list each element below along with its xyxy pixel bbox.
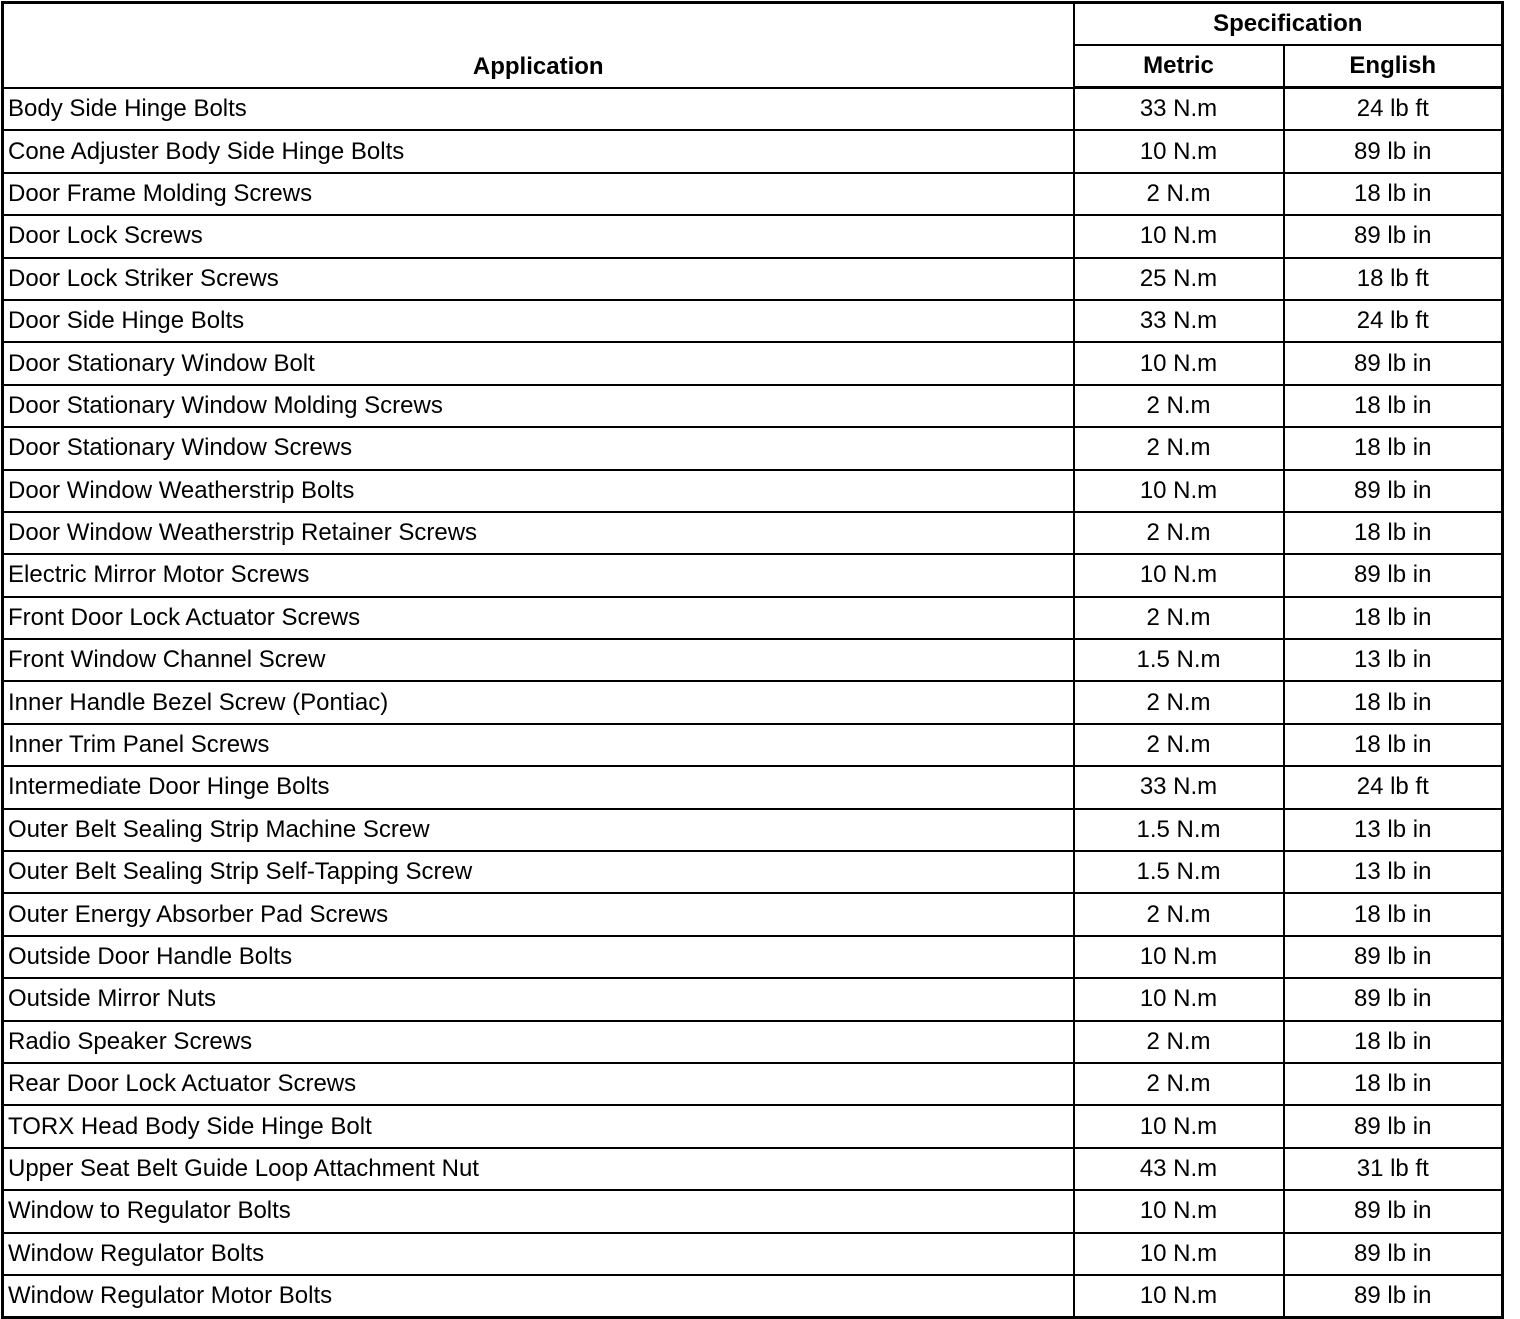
metric-value-cell: 10 N.m [1074, 936, 1284, 978]
metric-value-cell: 2 N.m [1074, 1063, 1284, 1105]
application-cell: Door Window Weatherstrip Bolts [3, 470, 1074, 512]
english-value-cell: 18 lb in [1284, 724, 1503, 766]
table-row [3, 1275, 1503, 1318]
metric-value-cell: 2 N.m [1074, 893, 1284, 935]
application-cell: Rear Door Lock Actuator Screws [3, 1063, 1074, 1105]
metric-value-cell: 10 N.m [1074, 342, 1284, 384]
metric-value-cell: 10 N.m [1074, 1233, 1284, 1275]
english-value-cell: 18 lb in [1284, 427, 1503, 469]
metric-value-cell: 10 N.m [1074, 470, 1284, 512]
table-row [3, 893, 1503, 935]
metric-value-cell: 10 N.m [1074, 130, 1284, 172]
english-value-cell: 18 lb in [1284, 681, 1503, 723]
application-cell: Intermediate Door Hinge Bolts [3, 766, 1074, 808]
table-row [3, 554, 1503, 596]
table-row [3, 936, 1503, 978]
application-cell: Door Side Hinge Bolts [3, 300, 1074, 342]
application-cell: Door Stationary Window Bolt [3, 342, 1074, 384]
application-cell: Window Regulator Bolts [3, 1233, 1074, 1275]
metric-value-cell: 33 N.m [1074, 300, 1284, 342]
table-row [3, 512, 1503, 554]
table-row [3, 809, 1503, 851]
english-value-cell: 18 lb in [1284, 512, 1503, 554]
english-value-cell: 89 lb in [1284, 470, 1503, 512]
english-value-cell: 89 lb in [1284, 1190, 1503, 1232]
english-value-cell: 89 lb in [1284, 1233, 1503, 1275]
table-row [3, 385, 1503, 427]
english-value-cell: 18 lb ft [1284, 258, 1503, 300]
application-cell: Door Window Weatherstrip Retainer Screws [3, 512, 1074, 554]
table-row [3, 427, 1503, 469]
application-cell: Electric Mirror Motor Screws [3, 554, 1074, 596]
english-value-cell: 89 lb in [1284, 130, 1503, 172]
metric-value-cell: 43 N.m [1074, 1148, 1284, 1190]
english-value-cell: 13 lb in [1284, 851, 1503, 893]
table-row [3, 639, 1503, 681]
application-cell: Radio Speaker Screws [3, 1021, 1074, 1063]
metric-value-cell: 2 N.m [1074, 512, 1284, 554]
metric-value-cell: 10 N.m [1074, 215, 1284, 257]
english-value-cell: 18 lb in [1284, 1021, 1503, 1063]
application-cell: Outer Belt Sealing Strip Self-Tapping Screw [3, 851, 1074, 893]
table-row [3, 258, 1503, 300]
table-row [3, 766, 1503, 808]
metric-value-cell: 2 N.m [1074, 427, 1284, 469]
header-row-top [3, 3, 1503, 46]
english-value-cell: 18 lb in [1284, 597, 1503, 639]
metric-value-cell: 1.5 N.m [1074, 809, 1284, 851]
table-row [3, 851, 1503, 893]
english-value-cell: 89 lb in [1284, 554, 1503, 596]
application-cell: Outside Door Handle Bolts [3, 936, 1074, 978]
english-value-cell: 18 lb in [1284, 893, 1503, 935]
metric-column-header: Metric [1074, 45, 1284, 88]
metric-value-cell: 1.5 N.m [1074, 639, 1284, 681]
english-value-cell: 18 lb in [1284, 173, 1503, 215]
english-value-cell: 89 lb in [1284, 978, 1503, 1020]
metric-value-cell: 10 N.m [1074, 978, 1284, 1020]
table-body [3, 88, 1503, 1318]
english-value-cell: 89 lb in [1284, 1105, 1503, 1147]
english-value-cell: 24 lb ft [1284, 88, 1503, 131]
table-row [3, 1190, 1503, 1232]
english-value-cell: 13 lb in [1284, 809, 1503, 851]
table-row [3, 1148, 1503, 1190]
metric-value-cell: 1.5 N.m [1074, 851, 1284, 893]
english-value-cell: 89 lb in [1284, 342, 1503, 384]
application-cell: Inner Trim Panel Screws [3, 724, 1074, 766]
english-value-cell: 89 lb in [1284, 215, 1503, 257]
application-cell: Inner Handle Bezel Screw (Pontiac) [3, 681, 1074, 723]
table-row [3, 342, 1503, 384]
metric-value-cell: 10 N.m [1074, 1105, 1284, 1147]
application-cell: TORX Head Body Side Hinge Bolt [3, 1105, 1074, 1147]
english-value-cell: 31 lb ft [1284, 1148, 1503, 1190]
table-row [3, 300, 1503, 342]
table-row [3, 88, 1503, 131]
metric-value-cell: 2 N.m [1074, 385, 1284, 427]
metric-value-cell: 2 N.m [1074, 724, 1284, 766]
application-cell: Window Regulator Motor Bolts [3, 1275, 1074, 1318]
metric-value-cell: 33 N.m [1074, 88, 1284, 131]
application-cell: Front Door Lock Actuator Screws [3, 597, 1074, 639]
table-row [3, 130, 1503, 172]
table-row [3, 597, 1503, 639]
table-row [3, 173, 1503, 215]
application-cell: Outer Belt Sealing Strip Machine Screw [3, 809, 1074, 851]
metric-value-cell: 2 N.m [1074, 173, 1284, 215]
english-column-header: English [1284, 45, 1503, 88]
application-cell: Body Side Hinge Bolts [3, 88, 1074, 131]
application-cell: Door Lock Screws [3, 215, 1074, 257]
metric-value-cell: 10 N.m [1074, 1190, 1284, 1232]
english-value-cell: 24 lb ft [1284, 766, 1503, 808]
application-cell: Front Window Channel Screw [3, 639, 1074, 681]
table-row [3, 1021, 1503, 1063]
table-row [3, 470, 1503, 512]
application-cell: Door Stationary Window Screws [3, 427, 1074, 469]
table-row [3, 978, 1503, 1020]
application-cell: Upper Seat Belt Guide Loop Attachment Nut [3, 1148, 1074, 1190]
english-value-cell: 89 lb in [1284, 936, 1503, 978]
metric-value-cell: 10 N.m [1074, 554, 1284, 596]
metric-value-cell: 10 N.m [1074, 1275, 1284, 1318]
metric-value-cell: 25 N.m [1074, 258, 1284, 300]
english-value-cell: 18 lb in [1284, 1063, 1503, 1105]
metric-value-cell: 2 N.m [1074, 1021, 1284, 1063]
table-row [3, 1105, 1503, 1147]
english-value-cell: 89 lb in [1284, 1275, 1503, 1318]
table-row [3, 215, 1503, 257]
metric-value-cell: 2 N.m [1074, 597, 1284, 639]
english-value-cell: 24 lb ft [1284, 300, 1503, 342]
table-row [3, 681, 1503, 723]
torque-specification-table [1, 1, 1504, 1319]
application-cell: Outer Energy Absorber Pad Screws [3, 893, 1074, 935]
table-row [3, 1063, 1503, 1105]
metric-value-cell: 33 N.m [1074, 766, 1284, 808]
specification-group-header: Specification [1074, 3, 1503, 46]
application-cell: Door Lock Striker Screws [3, 258, 1074, 300]
table-row [3, 724, 1503, 766]
application-column-header: Application [3, 3, 1074, 88]
application-cell: Cone Adjuster Body Side Hinge Bolts [3, 130, 1074, 172]
application-cell: Outside Mirror Nuts [3, 978, 1074, 1020]
table-row [3, 1233, 1503, 1275]
table-header [3, 3, 1503, 88]
application-cell: Door Frame Molding Screws [3, 173, 1074, 215]
english-value-cell: 13 lb in [1284, 639, 1503, 681]
application-cell: Door Stationary Window Molding Screws [3, 385, 1074, 427]
application-cell: Window to Regulator Bolts [3, 1190, 1074, 1232]
metric-value-cell: 2 N.m [1074, 681, 1284, 723]
english-value-cell: 18 lb in [1284, 385, 1503, 427]
